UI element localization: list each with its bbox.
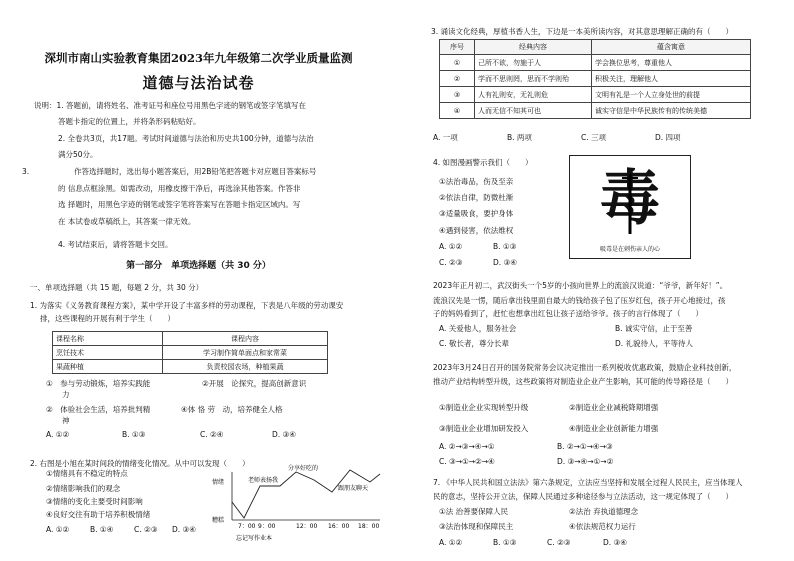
table-header-row	[440, 40, 751, 55]
instruction-line: 答题卡指定的位置上，并将条形码粘贴好。	[58, 117, 201, 126]
event-label: 忘记写作业本	[236, 535, 273, 542]
event-label: 分享好吃的	[288, 465, 319, 472]
table-cell: 诚实守信是中华民族传有的传统美德	[592, 103, 751, 119]
option: ②开展 论探究，提高创新意识	[202, 379, 307, 388]
table-cell: ②	[440, 71, 475, 87]
table-header-cell: 蕴含寓意	[592, 40, 751, 55]
answer-choice: D. ③④	[272, 430, 296, 439]
table-row	[440, 55, 751, 71]
option: ② 体验社会生活，培养批判精	[46, 405, 151, 414]
answer-choice: A. ①②	[439, 242, 463, 251]
option: ②情绪影响我们的观念	[46, 484, 121, 493]
answer-choice: C. 敬长者，尊分长辈	[439, 339, 510, 348]
answer-choice: D. ③→④→①→②	[557, 457, 614, 466]
cartoon-caption: 吸毒是在刺伤亲人的心	[599, 246, 660, 253]
question-3-stem: 3. 诵读文化经典，厚植书香人生，下边是一本美所读内容，对其意思理解正确的有（ ）	[431, 27, 734, 36]
answer-choice: C. 三项	[581, 133, 607, 142]
option: ①法 治善要保障人民	[439, 507, 509, 516]
question-5-stem: 2023年正月初二，武汉街头一个5岁的小孩向世界上的流浪汉说道：“爷爷，新年好！”。	[433, 281, 728, 290]
question-7-stem: 7. 《中华人民共和国立法法》第六条规定，立法应当坚持和发展全过程人民民主，应当体现人	[433, 478, 743, 487]
instruction-line: 满分50分。	[58, 150, 98, 159]
table-cell: 果蔬种植	[53, 360, 163, 374]
time-label: 16：00	[328, 523, 350, 530]
table-cell: ③	[440, 87, 475, 103]
instruction-line: 说明：1. 答题前，请将姓名、准考证号和座位号用黑色字迹的钢笔或签字笔填写在	[34, 101, 307, 110]
table-cell: 积极关注，理解他人	[592, 71, 751, 87]
answer-choice: D. ③④	[493, 258, 517, 267]
option: ①法治毒品，伤及至亲	[439, 177, 514, 186]
option: ④制造业企业创新能力增强	[569, 424, 659, 433]
option: ④依法规范权力运行	[569, 522, 636, 531]
answer-choice: A. ②→③→④→①	[439, 442, 495, 451]
option: ④遇到侵害，依法维权	[439, 226, 514, 235]
table-cell: 人有礼则安，无礼则危	[475, 87, 592, 103]
table-row	[440, 87, 751, 103]
question-6-stem: 2023年3月24日召开的国务院常务会议决定推出一系列税收优惠政策，鼓励企业科技创新，	[433, 363, 737, 372]
table-header-cell: 经典内容	[475, 40, 592, 55]
table-cell: 学而不思则罔，思而不学则殆	[475, 71, 592, 87]
exam-title: 深圳市南山实验教育集团2023年九年级第二次学业质量监测	[44, 51, 353, 65]
answer-choice: C. ③→①→②→④	[439, 457, 495, 466]
low-label: 糟糕	[212, 517, 225, 524]
table-row	[53, 346, 328, 360]
answer-choice: D. ③④	[172, 525, 196, 534]
emotion-chart	[210, 462, 390, 552]
option: ① 参与劳动锻炼，培养实践能	[46, 379, 151, 388]
answer-choice: A. ①②	[46, 525, 70, 534]
y-axis-label: 情绪	[212, 479, 225, 486]
answer-choice: B. 两项	[507, 133, 532, 142]
table-header-row	[53, 332, 328, 346]
question-6-stem: 推动产业结构转型升级，这些政策将对制造业企业产生影响，其可能的传导路径是（ ）	[433, 377, 733, 386]
option: ④体 恪 劳 动，培养健全人格	[181, 405, 283, 414]
answer-choice: B. ①③	[122, 430, 146, 439]
table-row	[440, 103, 751, 119]
option: ③适量吸食，要护身体	[439, 209, 514, 218]
cartoon-character: 毒	[600, 164, 660, 234]
answer-choice: B. 诚实守信，止于至善	[615, 324, 693, 333]
time-label: 18：00	[358, 523, 380, 530]
answer-choice: A. ①②	[46, 430, 70, 439]
table-header-cell: 序号	[440, 40, 475, 55]
table-row	[53, 360, 328, 374]
table-cell: 学习制作简单面点和家常菜	[163, 346, 328, 360]
answer-choice: B. ①③	[493, 242, 517, 251]
answer-choice: A. 一项	[433, 133, 458, 142]
table-cell: ④	[440, 103, 475, 119]
table-cell: 己所不欲，勿施于人	[475, 55, 592, 71]
table-cell: 负责校园农场，种植果蔬	[163, 360, 328, 374]
table-cell: 学会换位思考，尊重他人	[592, 55, 751, 71]
classics-table	[439, 39, 751, 119]
option: 神	[62, 416, 70, 425]
answer-choice: B. ①④	[90, 525, 114, 534]
section-note: 一、单项选择题（共 15 题，每题 2 分，共 30 分）	[30, 283, 204, 292]
instruction-line: 4. 考试结束后，请将答题卡交回。	[58, 240, 173, 249]
option: ③情绪的变化主要受时间影响	[46, 497, 143, 506]
answer-choice: D. ③④	[603, 538, 627, 547]
question-7-stem: 民的意志，坚持公开立法，保障人民通过多种途径参与立法活动，这一规定体现了（ ）	[433, 492, 733, 501]
option: ②依法自律，防微杜渐	[439, 193, 514, 202]
question-1-stem: 排，这些课程的开展有利于学生（ ）	[40, 314, 175, 323]
time-label: 9：00	[258, 523, 276, 530]
table-row	[440, 71, 751, 87]
answer-choice: C. ②③	[439, 258, 463, 267]
option: 力	[62, 390, 70, 399]
table-cell: ①	[440, 55, 475, 71]
answer-choice: A. ①②	[439, 538, 463, 547]
table-cell: 人而无信不知其可也	[475, 103, 592, 119]
instruction-line: 的 信息点框涂黑。如需改动，用橡皮擦干净后，再选涂其他答案。作答非	[58, 184, 301, 193]
option: ③法治体现和保障民主	[439, 522, 514, 531]
answer-choice: C. ②④	[200, 430, 224, 439]
instruction-line: 3.	[22, 167, 30, 176]
option: ④良好交往有助于培养积极情绪	[46, 510, 151, 519]
event-label: 跟朋友聊天	[338, 485, 369, 492]
answer-choice: B. ①③	[493, 538, 517, 547]
answer-choice: B. ②→①→④→③	[557, 442, 613, 451]
answer-choice: C. ②③	[547, 538, 571, 547]
question-5-stem: 子的妈妈看到了，赶忙也想拿出红包让孩子送给爷爷。孩子的言行体现了（ ）	[433, 309, 703, 318]
answer-choice: D. 四项	[655, 133, 681, 142]
question-5-stem: 流浪汉先是一愣，随后拿出钱里面自最大的钱给孩子包了压岁红包，孩子开心地接过，孩	[433, 296, 726, 305]
option: ③制造业企业增加研发投入	[439, 424, 529, 433]
option: ①制造业企业实现转型升级	[439, 403, 529, 412]
question-1-stem: 1. 为落实《义务教育课程方案》，某中学开设了丰富多样的劳动课程，下表是八年级的劳动课安	[30, 301, 344, 310]
table-cell: 文明有礼是一个人立身处世的前提	[592, 87, 751, 103]
instruction-line: 在 本试卷或草稿纸上，其答案一律无效。	[58, 217, 196, 226]
time-label: 12：00	[296, 523, 318, 530]
option: ①情绪具有不稳定的特点	[46, 469, 128, 478]
answer-choice: D. 礼貌待人，平等待人	[615, 339, 694, 348]
table-header-cell: 课程名称	[53, 332, 163, 346]
section-title: 第一部分 单项选择题（共 30 分）	[126, 261, 271, 271]
question-4-stem: 4. 如图漫画警示我们（ ）	[433, 158, 533, 167]
anti-drug-cartoon	[569, 155, 691, 259]
instruction-line: 2. 全卷共3页，共17题。考试时间道德与法治和历史共100分钟，道德与法治	[58, 134, 314, 143]
right-page	[397, 0, 794, 561]
table-cell: 烹饪技术	[53, 346, 163, 360]
table-header-cell: 课程内容	[163, 332, 328, 346]
instruction-line: 作答选择题时，选出每小题答案后，用2B铅笔把答题卡对应题目答案标号	[74, 167, 317, 176]
option: ②制造业企业减税降期增强	[569, 403, 659, 412]
option: ②法治 弃执道德理念	[569, 507, 639, 516]
needle-icon	[600, 174, 660, 236]
course-table	[52, 331, 328, 374]
event-label: 老师表扬我	[248, 477, 279, 484]
question-2-stem: 2. 右图是小旭在某时间段的情绪变化情况。从中可以发现（ ）	[30, 459, 250, 468]
time-label: 7：00	[238, 523, 256, 530]
answer-choice: A. 关爱他人，服务社会	[439, 324, 517, 333]
answer-choice: C. ②③	[134, 525, 158, 534]
instruction-line: 选 择题时，用黑色字迹的钢笔或签字笔将答案写在答题卡指定区域内。写	[58, 200, 301, 209]
exam-subtitle: 道德与法治试卷	[142, 74, 255, 92]
